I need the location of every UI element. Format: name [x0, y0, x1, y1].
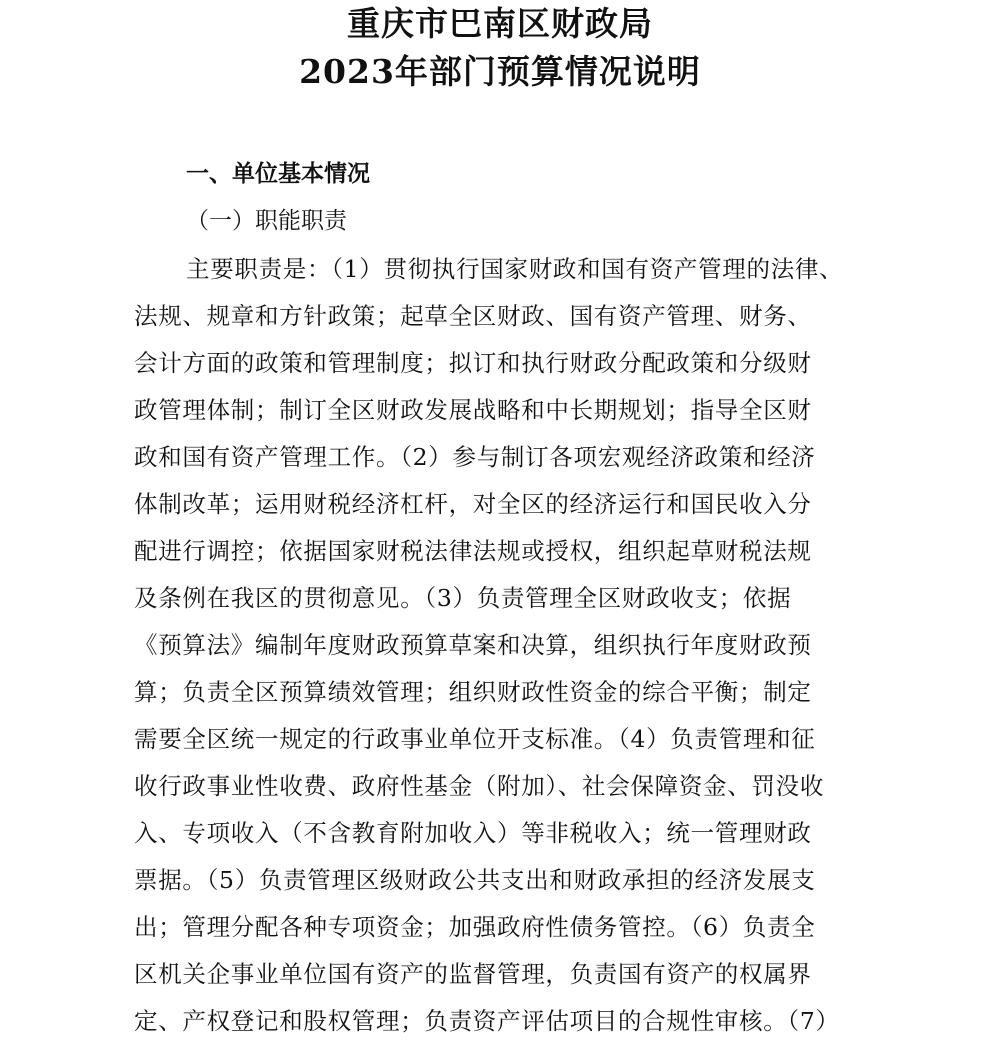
body-line: 定、产权登记和股权管理；负责资产评估项目的合规性审核。（7）	[134, 1007, 840, 1035]
sub-heading: （一）职能职责	[186, 208, 347, 234]
body-line: 《预算法》编制年度财政预算草案和决算，组织执行年度财政预	[134, 631, 812, 659]
body-line: 体制改革；运用财税经济杠杆，对全区的经济运行和国民收入分	[134, 490, 812, 518]
body-paragraph	[134, 246, 914, 1045]
body-line: 收行政事业性收费、政府性基金（附加）、社会保障资金、罚没收	[134, 772, 825, 800]
body-line: 主要职责是：（1）贯彻执行国家财政和国有资产管理的法律、	[186, 255, 844, 283]
body-line: 政管理体制；制订全区财政发展战略和中长期规划；指导全区财	[134, 396, 812, 424]
body-line: 法规、规章和方针政策；起草全区财政、国有资产管理、财务、	[134, 302, 812, 330]
body-line: 配进行调控；依据国家财税法律法规或授权，组织起草财税法规	[134, 537, 812, 565]
body-line: 及条例在我区的贯彻意见。（3）负责管理全区财政收支；依据	[134, 584, 792, 612]
body-line: 算；负责全区预算绩效管理；组织财政性资金的综合平衡；制定	[134, 678, 812, 706]
body-line: 出；管理分配各种专项资金；加强政府性债务管控。（6）负责全	[134, 913, 816, 941]
section-heading: 一、单位基本情况	[186, 161, 370, 187]
body-line: 票据。（5）负责管理区级财政公共支出和财政承担的经济发展支	[134, 866, 816, 894]
body-line: 政和国有资产管理工作。（2）参与制订各项宏观经济政策和经济	[134, 443, 816, 471]
document-title-line-1: 重庆市巴南区财政局	[347, 4, 653, 43]
body-line: 入、专项收入（不含教育附加收入）等非税收入；统一管理财政	[134, 819, 812, 847]
body-line: 需要全区统一规定的行政事业单位开支标准。（4）负责管理和征	[134, 725, 816, 753]
document-title-line-2: 2023年部门预算情况说明	[299, 52, 701, 91]
body-line: 区机关企事业单位国有资产的监督管理，负责国有资产的权属界	[134, 960, 812, 988]
body-line: 会计方面的政策和管理制度；拟订和执行财政分配政策和分级财	[134, 349, 812, 377]
